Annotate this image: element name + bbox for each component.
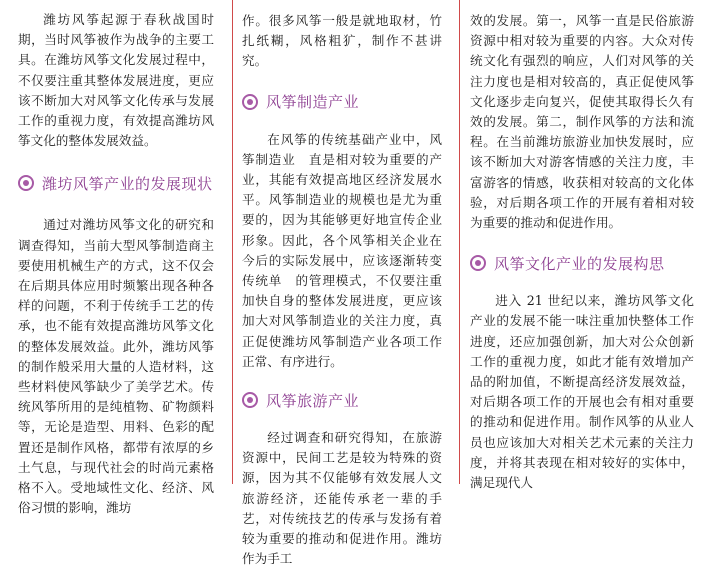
bullet-icon [242,392,258,408]
section-heading-cultural-industry [470,249,694,277]
bullet-icon [470,255,486,271]
paragraph-intro: 潍坊风筝起源于春秋战国时期，当时风筝被作为战争的主要工具。在潍坊风筝文化发展过程中，不仅要注重其整体发展进度，更应该不断加大对风筝文化传承与发展工作的重视力度，有效提高潍坊风筝文化的整体发展效益。 [18,12,214,149]
section-heading-text: 风筝制造产业 [266,93,360,112]
column-divider-left [232,0,233,484]
paragraph-kite-manufacturing: 在风筝的传统基础产业中，风筝制造业 直是相对较为重要的产业，其能有效提高地区经济发展水平。风筝制造业的规模也是尤为重要的，因为其能够更好地宣传企业形象。因此，各个风筝相关企业在今后的实际发展中，应该逐渐转变传统单 的管理模式，不仅要注重加快自身的整体发展进度，更应该加大对风筝制造业的关注力度，真正促使潍坊风筝制造产业各项工作正常、有序进行。 [242,131,442,369]
paragraph-cultural-industry: 进入 21 世纪以来，潍坊风筝文化产业的发展不能一味注重加快整体工作进度，还应加强创新，加大对公众创新工作的重视力度，如此才能有效增加产品的附加值，不断提高经济发展效益，对后期各项工作的开展也会有相对重要的推动和促进作用。制作风筝的从业人员也应该加大对相关艺术元素的关注力度，并将其表现在相对较好的实体中，满足现代人 [470,293,694,491]
bullet-icon [242,94,258,110]
paragraph-kite-tourism: 经过调查和研究得知，在旅游资源中，民间工艺是较为特殊的资源，因为其不仅能够有效发展人文旅游经济，还能传承老一辈的手艺，对传统技艺的传承与发扬有着较为重要的推动和促进作用。潍坊作为手工 [242,430,442,567]
paragraph-continued: 作。很多风筝一般是就地取材，竹扎纸糊，风格粗犷，制作不甚讲究。 [242,13,442,69]
section-heading-development-status [18,169,214,197]
section-heading-text: 风筝文化产业的发展构思 [494,254,665,273]
paragraph-continued: 效的发展。第一，风筝一直是民俗旅游资源中相对较为重要的内容。大众对传统文化有强烈的响应，人们对风筝的关注力度也是相对较高的，真正促使风筝文化逐步走向复兴，促使其取得长久有效的发展。第二，制作风筝的方法和流程。在当前潍坊旅游业加快发展时，应该不断加大对游客情感的关注力度，丰富游客的情感，收获相对较高的文化体验，对后期各项工作的开展有着相对较为重要的推动和促进作用。 [470,13,694,231]
bullet-icon [18,175,34,191]
section-heading-kite-tourism [242,386,442,414]
section-heading-kite-manufacturing [242,88,442,116]
column-3 [470,11,694,495]
column-divider-right [459,0,460,484]
column-1 [18,10,214,516]
section-heading-text: 潍坊风筝产业的发展现状 [42,174,213,193]
paragraph-development-status: 通过对潍坊风筝文化的研究和调查得知，当前大型风筝制造商主要使用机械生产的方式，这不仅会在后期具体应用时频繁出现各种各样的问题，不利于传统手工艺的传承，也不能有效提高潍坊风筝文化的整体发展效益。此外，潍坊风筝的制作般采用大量的人造材料，这些材料使风筝缺少了美学艺术。传统风筝所用的是纯植物、矿物颜料等，无论是造型、用料、色彩的配置还是制作风格，都带有浓厚的乡土气息，与现代社会的时尚元素格格不入。受地域性文化、经济、风俗习惯的影响，潍坊 [18,217,214,516]
section-heading-text: 风筝旅游产业 [266,391,360,410]
column-2 [242,11,442,567]
